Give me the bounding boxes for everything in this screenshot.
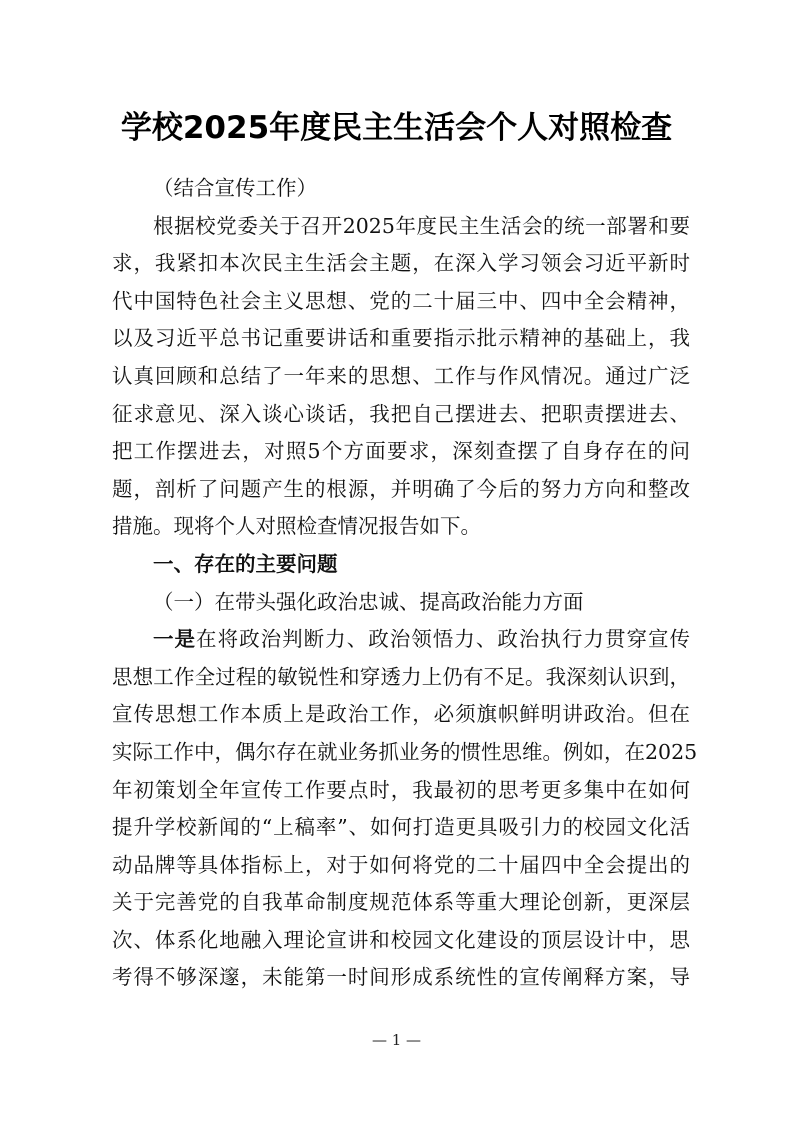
document-body xyxy=(112,170,698,997)
paragraph-line: 根据校党委关于召开2025年度民主生活会的统一部署和要 xyxy=(153,213,690,238)
subtitle: （结合宣传工作） xyxy=(153,176,317,200)
paragraph-line: 年初策划全年宣传工作要点时，我最初的思考更多集中在如何 xyxy=(112,777,690,802)
paragraph-line: 代中国特色社会主义思想、党的二十届三中、四中全会精神， xyxy=(112,288,690,313)
paragraph-line: 把工作摆进去，对照5个方面要求，深刻查摆了自身存在的问 xyxy=(112,439,690,464)
document-title: 学校2025年度民主生活会个人对照检查 xyxy=(120,110,673,146)
paragraph-line: 提升学校新闻的“上稿率”、如何打造更具吸引力的校园文化活 xyxy=(112,815,690,840)
paragraph-line: 宣传思想工作本质上是政治工作，必须旗帜鲜明讲政治。但在 xyxy=(112,702,690,727)
paragraph-line: 求，我紧扣本次民主生活会主题，在深入学习领会习近平新时 xyxy=(112,251,690,276)
paragraph-line: 考得不够深邃，未能第一时间形成系统性的宣传阐释方案，导 xyxy=(112,965,690,990)
paragraph-line: 次、体系化地融入理论宣讲和校园文化建设的顶层设计中，思 xyxy=(112,927,690,952)
point-lead: 一是 xyxy=(153,627,197,652)
paragraph-line: 关于完善党的自我革命制度规范体系等重大理论创新，更深层 xyxy=(112,890,690,915)
paragraph-line: 题，剖析了问题产生的根源，并明确了今后的努力方向和整改 xyxy=(112,476,690,501)
page-number: — 1 — xyxy=(371,1031,422,1049)
paragraph-line: 认真回顾和总结了一年来的思想、工作与作风情况。通过广泛 xyxy=(112,363,690,388)
subsection-heading: （一）在带头强化政治忠诚、提高政治能力方面 xyxy=(153,589,584,614)
paragraph-line: 以及习近平总书记重要讲话和重要指示批示精神的基础上，我 xyxy=(112,326,690,351)
section-heading: 一、存在的主要问题 xyxy=(153,551,338,576)
paragraph-line: 措施。现将个人对照检查情况报告如下。 xyxy=(112,514,481,539)
point-first-line xyxy=(112,621,690,659)
point-first-line-text: 在将政治判断力、政治领悟力、政治执行力贯穿宣传 xyxy=(196,627,691,652)
paragraph-line: 征求意见、深入谈心谈话，我把自己摆进去、把职责摆进去、 xyxy=(112,401,690,426)
paragraph-line: 实际工作中，偶尔存在就业务抓业务的惯性思维。例如，在2025 xyxy=(112,739,698,764)
paragraph-line: 动品牌等具体指标上，对于如何将党的二十届四中全会提出的 xyxy=(112,852,690,877)
paragraph-line: 思想工作全过程的敏锐性和穿透力上仍有不足。我深刻认识到， xyxy=(112,664,690,689)
